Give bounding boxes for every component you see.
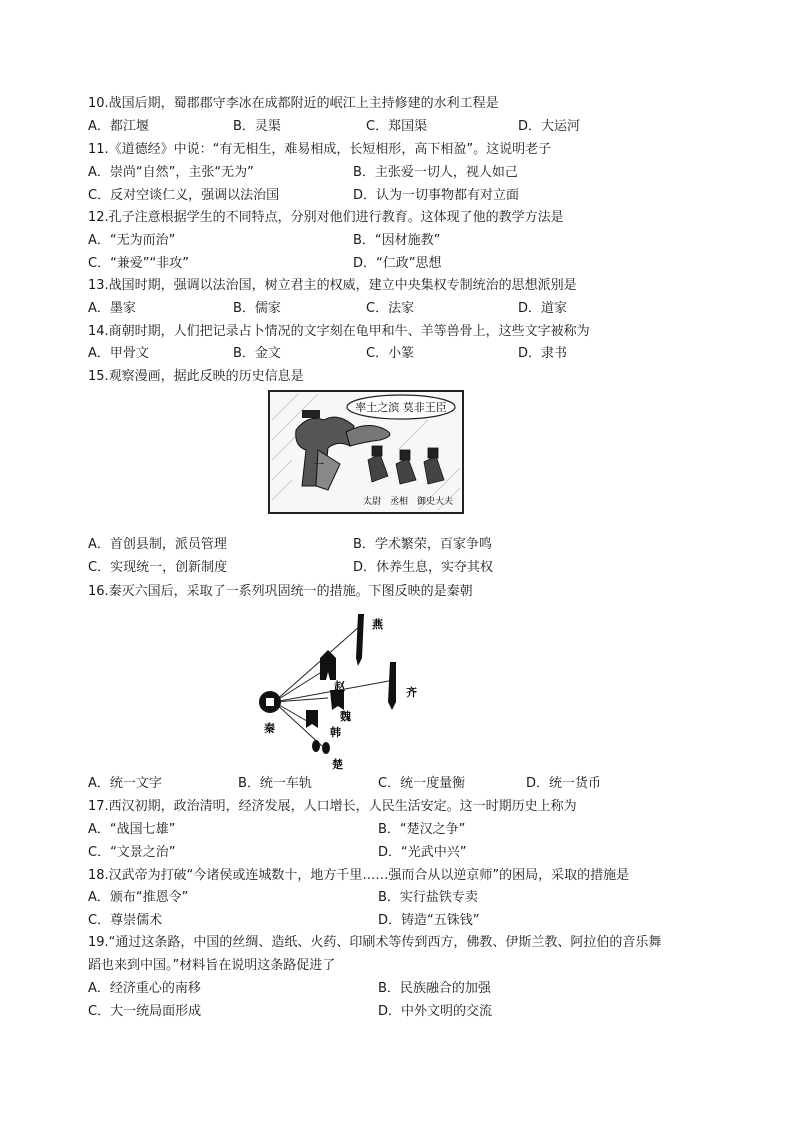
- q11-option-c[interactable]: C．反对空谈仁义，强调以法治国: [88, 188, 280, 203]
- question-14-options: [88, 346, 728, 362]
- currency-unification-figure: [254, 606, 424, 772]
- q19-option-c[interactable]: C．大一统局面形成: [88, 1004, 202, 1019]
- question-10-options: [88, 119, 728, 135]
- qin-cartoon: [268, 390, 464, 514]
- q14-option-b[interactable]: B．金文: [233, 346, 281, 361]
- q17-option-b[interactable]: B．“楚汉之争”: [378, 822, 466, 837]
- question-12-options-cd: [88, 256, 728, 272]
- q18-option-d[interactable]: D．铸造“五铢钱”: [378, 913, 480, 928]
- question-11-options-ab: [88, 165, 728, 181]
- question-13-options: [88, 301, 728, 317]
- q11-option-a[interactable]: A．崇尚“自然”，主张“无为”: [88, 165, 254, 180]
- question-11-options-cd: [88, 188, 728, 204]
- q12-option-d[interactable]: D．“仁政”思想: [353, 256, 442, 271]
- q14-option-a[interactable]: A．甲骨文: [88, 346, 149, 361]
- question-17-options-cd: [88, 845, 728, 861]
- q12-option-b[interactable]: B．“因材施教”: [353, 233, 441, 248]
- question-19-stem-line2: 蹈也来到中国。”材料旨在说明这条路促进了: [88, 958, 336, 973]
- q15-option-d[interactable]: D．休养生息，实夺其权: [353, 560, 494, 575]
- officials-labels: 太尉 丞相 御史大夫: [362, 497, 454, 507]
- q18-option-a[interactable]: A．颁布“推恩令”: [88, 890, 189, 905]
- q13-option-a[interactable]: A．墨家: [88, 301, 136, 316]
- q10-option-b[interactable]: B．灵渠: [233, 119, 281, 134]
- q15-option-a[interactable]: A．首创县制，派员管理: [88, 537, 227, 552]
- question-18-stem: 18.汉武帝为打破“今诸侯或连城数十，地方千里……强而合从以逆京师”的困局，采取的措施是: [88, 868, 630, 883]
- question-10-stem: 10.战国后期，蜀郡郡守李冰在成都附近的岷江上主持修建的水利工程是: [88, 96, 499, 111]
- label-qin: 秦: [264, 722, 275, 735]
- question-19-stem-line1: 19.“通过这条路，中国的丝绸、造纸、火药、印刷术等传到西方，佛教、伊斯兰教、阿拉伯的音乐舞: [88, 935, 662, 950]
- q11-option-d[interactable]: D．认为一切事物都有对立面: [353, 188, 520, 203]
- q17-option-c[interactable]: C．“文景之治”: [88, 845, 176, 860]
- question-13-stem: 13.战国时期，强调以法治国，树立君主的权威，建立中央集权专制统治的思想派别是: [88, 278, 577, 293]
- q11-option-b[interactable]: B．主张爱一切人，视人如己: [353, 165, 518, 180]
- q10-option-a[interactable]: A．都江堰: [88, 119, 149, 134]
- q16-option-d[interactable]: D．统一货币: [526, 776, 602, 791]
- q17-option-a[interactable]: A．“战国七雄”: [88, 822, 176, 837]
- question-17-stem: 17.西汉初期，政治清明，经济发展，人口增长，人民生活安定。这一时期历史上称为: [88, 799, 577, 814]
- speech-bubble-text: 率土之滨 莫非王臣: [355, 401, 447, 414]
- officials-figures: [368, 446, 444, 484]
- q13-option-d[interactable]: D．道家: [518, 301, 568, 316]
- q19-option-b[interactable]: B．民族融合的加强: [378, 981, 491, 996]
- question-17-options-ab: [88, 822, 728, 838]
- question-12-stem: 12.孔子注意根据学生的不同特点，分别对他们进行教育。这体现了他的教学方法是: [88, 210, 564, 225]
- qi-knife-coin: [388, 662, 396, 710]
- label-zhao: 赵: [334, 680, 345, 693]
- qin-coin: [259, 691, 281, 713]
- q10-option-c[interactable]: C．郑国渠: [366, 119, 428, 134]
- zhao-spade-coin: [320, 650, 336, 680]
- q12-option-c[interactable]: C．“兼爱”“非攻”: [88, 256, 190, 271]
- currency-diagram: [254, 606, 424, 772]
- q16-option-a[interactable]: A．统一文字: [88, 776, 162, 791]
- q18-option-c[interactable]: C．尊崇儒术: [88, 913, 163, 928]
- q15-option-b[interactable]: B．学术繁荣，百家争鸣: [353, 537, 492, 552]
- label-chu: 楚: [332, 758, 343, 771]
- question-18-options-cd: [88, 913, 728, 929]
- label-wei: 魏: [340, 710, 351, 723]
- q18-option-b[interactable]: B．实行盐铁专卖: [378, 890, 478, 905]
- q19-option-a[interactable]: A．经济重心的南移: [88, 981, 201, 996]
- q10-option-d[interactable]: D．大运河: [518, 119, 581, 134]
- question-15-options-ab: [88, 537, 728, 553]
- question-18-options-ab: [88, 890, 728, 906]
- q15-option-c[interactable]: C．实现统一，创新制度: [88, 560, 228, 575]
- q13-option-c[interactable]: C．法家: [366, 301, 415, 316]
- q14-option-c[interactable]: C．小篆: [366, 346, 415, 361]
- label-han: 韩: [330, 726, 341, 739]
- label-yan: 燕: [372, 618, 383, 631]
- question-19-options-cd: [88, 1004, 728, 1020]
- question-19-options-ab: [88, 981, 728, 997]
- wei-spade-coin: [330, 690, 344, 710]
- chu-ant-nose-coins: [312, 740, 330, 754]
- q13-option-b[interactable]: B．儒家: [233, 301, 281, 316]
- cartoon-belt-text: 一: [313, 458, 324, 471]
- question-14-stem: 14.商朝时期，人们把记录占卜情况的文字刻在龟甲和牛、羊等兽骨上，这些文字被称为: [88, 324, 590, 339]
- label-qi: 齐: [406, 686, 417, 699]
- q14-option-d[interactable]: D．隶书: [518, 346, 568, 361]
- q19-option-d[interactable]: D．中外文明的交流: [378, 1004, 493, 1019]
- cartoon-drawing: [268, 390, 464, 514]
- question-12-options-ab: [88, 233, 728, 249]
- question-16-stem: 16.秦灭六国后，采取了一系列巩固统一的措施。下图反映的是秦朝: [88, 584, 473, 599]
- q16-option-c[interactable]: C．统一度量衡: [378, 776, 466, 791]
- question-15-options-cd: [88, 560, 728, 576]
- question-15-stem: 15.观察漫画，据此反映的历史信息是: [88, 369, 304, 384]
- question-11-stem: 11.《道德经》中说：“有无相生，难易相成，长短相形，高下相盈”。这说明老子: [88, 142, 552, 157]
- han-spade-coin: [306, 710, 318, 728]
- q16-option-b[interactable]: B．统一车轨: [238, 776, 312, 791]
- q12-option-a[interactable]: A．“无为而治”: [88, 233, 176, 248]
- yan-knife-coin: [356, 614, 364, 666]
- question-16-options: [88, 776, 728, 792]
- q17-option-d[interactable]: D．“光武中兴”: [378, 845, 467, 860]
